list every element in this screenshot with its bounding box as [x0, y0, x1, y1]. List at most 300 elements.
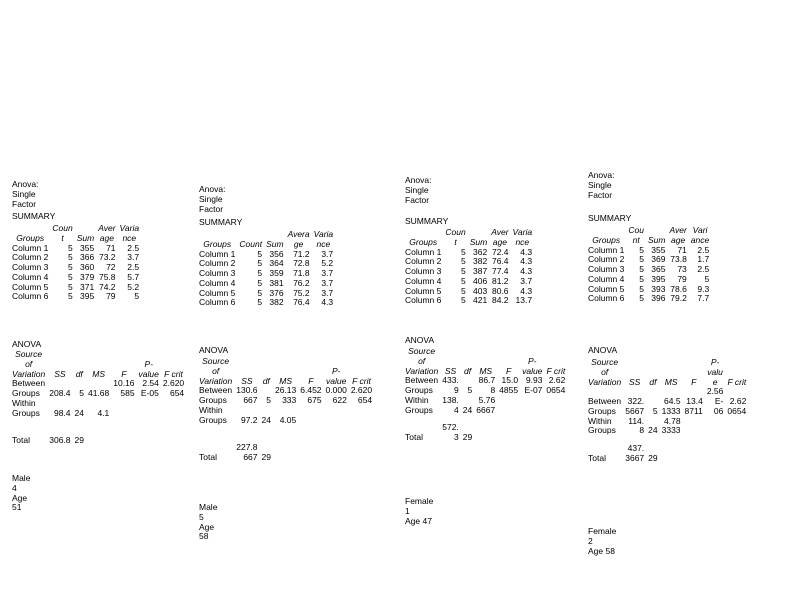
cell [544, 415, 567, 423]
cell [660, 444, 683, 464]
cell: 306.8 [49, 435, 71, 446]
col-header: Avera ge [287, 229, 310, 249]
cell [725, 436, 748, 444]
cell: 5 [67, 291, 73, 302]
cell: 371 [80, 281, 95, 292]
anova-table [10, 350, 186, 446]
cell: 5 [460, 266, 466, 277]
cell: Column 2 [12, 252, 49, 263]
cell [725, 444, 748, 464]
col-header: Groups [409, 236, 438, 247]
col-header: Sum [647, 234, 666, 245]
col-header: P- value [326, 365, 347, 386]
cell: Within Groups [405, 394, 433, 415]
cell: 130.6 667 [236, 385, 258, 406]
col-header: Varia nce [512, 227, 533, 247]
anova-header-row [197, 357, 374, 386]
summary-header-row [586, 226, 711, 246]
table-row [197, 425, 374, 443]
anova-label: ANOVA [405, 335, 435, 345]
anova-header-row [586, 358, 748, 387]
col-header: Coun t [52, 223, 73, 243]
cell: 9.3 [697, 283, 710, 294]
cell [474, 423, 497, 443]
cell [544, 396, 567, 416]
summary-label: SUMMARY [199, 217, 243, 227]
cell: 2.62 0654 [727, 396, 747, 416]
col-header: F crit [727, 376, 747, 387]
col-header: Groups [203, 238, 232, 249]
cell: Total [588, 452, 606, 463]
panel-title: Anova: Single Factor [405, 175, 432, 205]
cell: 2.5 [697, 244, 710, 255]
cell: 572. 3 [442, 422, 459, 443]
table-row [403, 423, 567, 443]
cell: Column 5 [405, 285, 442, 296]
cell [324, 425, 349, 443]
cell: 355 [651, 244, 666, 255]
cell [497, 423, 520, 443]
cell: 71.2 [293, 248, 310, 259]
cell [137, 436, 161, 446]
anova-table [403, 347, 567, 443]
cell: 29 [74, 435, 84, 446]
cell: 79.2 [670, 293, 687, 304]
col-header: SS [241, 375, 253, 386]
cell: 24 [74, 407, 84, 418]
cell: 79 [106, 291, 116, 302]
cell: 6.452 675 [300, 385, 322, 406]
panel-title: Anova: Single Factor [588, 170, 615, 200]
cell: 4.3 [520, 246, 533, 257]
cell: 1.7 [697, 254, 710, 265]
cell [474, 415, 497, 423]
cell: 5.2 [127, 281, 140, 292]
anova-table [586, 358, 748, 464]
cell: 5 [639, 264, 644, 275]
cell: 26.13 333 [274, 385, 297, 406]
summary-label: SUMMARY [12, 211, 56, 221]
cell: 5 [639, 273, 644, 284]
col-header: Aver age [98, 223, 116, 243]
cell: 5 [639, 244, 644, 255]
table-row [586, 294, 711, 304]
cell: Column 3 [199, 268, 236, 279]
summary-header-row [197, 230, 335, 250]
cell: 362 [473, 246, 488, 257]
col-header: F [691, 376, 697, 387]
cell: Column 6 [199, 297, 236, 308]
cell [111, 399, 136, 419]
cell: 24 [261, 414, 271, 425]
cell: 5 [460, 285, 466, 296]
table-row [586, 444, 748, 464]
cell: Total [405, 432, 423, 443]
cell: 5 [639, 283, 644, 294]
cell: 86.7 8 [478, 375, 496, 396]
col-header: Source of Variation [588, 357, 622, 387]
table-row [197, 298, 335, 308]
col-header: Sum [469, 236, 488, 247]
cell: 3.7 [321, 268, 334, 279]
cell [298, 443, 323, 463]
col-header: F [121, 368, 127, 379]
cell: Column 4 [588, 273, 625, 284]
cell: Total [199, 452, 217, 463]
panel-footer: Female 1 Age 47 [405, 496, 434, 526]
col-header: Cou nt [628, 225, 644, 245]
cell [349, 406, 374, 426]
cell: Column 1 [12, 242, 49, 253]
cell: 379 [80, 271, 95, 282]
cell: 76.2 [293, 277, 310, 288]
cell: 5 [257, 287, 263, 298]
cell [497, 396, 520, 416]
table-row [10, 399, 186, 419]
cell: 29 [462, 432, 473, 443]
cell: 4.3 [520, 256, 533, 267]
anova-label: ANOVA [588, 345, 618, 355]
summary-label: SUMMARY [405, 216, 449, 226]
cell: 80.6 [491, 285, 509, 296]
cell: 81.2 [491, 275, 509, 286]
cell: 208.4 [49, 388, 71, 399]
cell: 437. 3667 [625, 443, 645, 463]
cell: 2.5 [127, 242, 140, 253]
cell: Column 5 [588, 283, 625, 294]
col-header: Groups [592, 234, 621, 245]
table-row [197, 406, 374, 426]
cell: 5 [639, 254, 644, 265]
cell: Column 3 [12, 262, 49, 273]
cell: 3.7 [520, 275, 533, 286]
col-header: SS [54, 368, 66, 379]
cell: 393 [651, 283, 666, 294]
cell: 355 [80, 242, 95, 253]
cell [273, 425, 298, 443]
col-header: Aver age [491, 227, 509, 247]
cell: Column 6 [588, 293, 625, 304]
cell [497, 415, 520, 423]
cell: 395 [651, 273, 666, 284]
table-row [403, 376, 567, 396]
cell [234, 425, 259, 443]
col-header: Groups [16, 232, 45, 243]
cell [260, 425, 273, 443]
cell: Column 1 [199, 248, 236, 259]
cell [86, 418, 111, 436]
cell: 395 [80, 291, 95, 302]
cell [705, 444, 726, 464]
col-header: SS [444, 365, 457, 376]
cell: 4.78 3333 [661, 415, 681, 436]
col-header: Vari ance [690, 225, 710, 245]
cell [324, 406, 349, 426]
cell: 2.620 654 [350, 385, 373, 406]
cell: 5 [460, 256, 466, 267]
cell: 5 [79, 388, 84, 399]
col-header: Varia nce [313, 229, 334, 249]
cell: 322. 5667 [625, 396, 645, 416]
col-header: SS [629, 376, 641, 387]
col-header: F [308, 375, 314, 386]
cell: Column 2 [588, 254, 625, 265]
col-header: df [262, 375, 270, 386]
cell [349, 443, 374, 463]
col-header: Coun t [445, 227, 466, 247]
table-row [197, 386, 374, 406]
cell: 406 [473, 275, 488, 286]
col-header: P- valu e [707, 357, 723, 387]
cell: Column 5 [199, 287, 236, 298]
anova-label: ANOVA [199, 345, 229, 355]
cell: 71 [677, 244, 687, 255]
cell: 2.5 [127, 262, 140, 273]
cell [660, 436, 683, 444]
cell: 29 [648, 452, 658, 463]
cell [197, 425, 234, 443]
cell [683, 444, 705, 464]
cell: 4.05 [279, 414, 297, 425]
cell [73, 418, 86, 436]
cell [10, 418, 47, 436]
cell: 97.2 [240, 414, 258, 425]
cell [298, 425, 323, 443]
panel-title: Anova: Single Factor [12, 179, 39, 209]
cell: 5 [460, 275, 466, 286]
summary-table [586, 226, 711, 304]
cell: 4.3 [520, 266, 533, 277]
cell: Within Groups [12, 397, 40, 418]
cell: 5.7 [127, 271, 140, 282]
cell: 5 [67, 242, 73, 253]
cell: 75.8 [98, 271, 116, 282]
col-header: MS [664, 376, 678, 387]
cell: 24 [462, 404, 473, 415]
col-header: F [506, 365, 512, 376]
col-header: Source of Variation [12, 349, 46, 379]
cell: 64.5 1333 [661, 396, 681, 416]
cell: 76.4 [491, 256, 509, 267]
cell [324, 443, 349, 463]
col-header: Sum [76, 232, 95, 243]
summary-label: SUMMARY [588, 213, 632, 223]
table-row [586, 417, 748, 437]
cell: Column 6 [405, 295, 442, 306]
cell: 4.1 [97, 407, 110, 418]
cell: Column 4 [199, 277, 236, 288]
table-row [403, 396, 567, 416]
cell: 114. 8 [628, 415, 645, 436]
cell: 77.4 [491, 266, 509, 277]
cell: 76.4 [293, 297, 310, 308]
cell: 5 [257, 248, 263, 259]
col-header: Varia nce [119, 223, 140, 243]
cell: 382 [269, 297, 284, 308]
cell: 4.3 [321, 297, 334, 308]
cell: 9.93 E-07 [524, 375, 543, 396]
cell: 360 [80, 262, 95, 273]
panel-footer: Male 5 Age 58 [199, 502, 218, 542]
cell [403, 415, 440, 423]
col-header: F crit [352, 375, 371, 386]
col-header: P- value [138, 358, 159, 379]
cell: 7.7 [697, 293, 710, 304]
cell [646, 436, 659, 444]
cell: Column 1 [588, 244, 625, 255]
cell: 73.8 [670, 254, 687, 265]
cell: 382 [473, 256, 488, 267]
cell: 5 [467, 385, 473, 396]
cell: 366 [80, 252, 95, 263]
cell: 364 [269, 258, 284, 269]
cell: 421 [473, 295, 488, 306]
cell: 3.7 [321, 248, 334, 259]
cell: 359 [269, 268, 284, 279]
col-header: MS [479, 365, 493, 376]
cell [544, 423, 567, 443]
cell: Within Groups [588, 415, 616, 436]
cell: 5 [257, 277, 263, 288]
cell: 98.4 [53, 407, 71, 418]
cell: 381 [269, 277, 284, 288]
cell: 24 [648, 425, 658, 436]
cell: 10.16 585 [113, 378, 135, 399]
cell: 79 [677, 273, 687, 284]
cell [520, 396, 544, 416]
cell: 2.5 [697, 264, 710, 275]
cell: 369 [651, 254, 666, 265]
cell [86, 436, 111, 446]
summary-table [403, 228, 534, 306]
cell [161, 418, 186, 436]
cell: Between Groups [199, 385, 233, 406]
anova-header-row [10, 350, 186, 379]
cell: 2.56 E-06 [706, 386, 724, 416]
cell: 5 [67, 281, 73, 292]
summary-header-row [10, 224, 141, 244]
cell: 15.0 4855 [499, 375, 519, 396]
cell: Total [12, 435, 30, 446]
cell [47, 418, 72, 436]
col-header: P- value [522, 355, 543, 376]
cell: 3.7 [127, 252, 140, 263]
cell: 72 [106, 262, 116, 273]
cell: 71 [106, 242, 116, 253]
cell: 13.4 8711 [684, 396, 703, 416]
table-row [10, 418, 186, 436]
cell: Within Groups [199, 404, 227, 425]
cell: 5 [134, 291, 140, 302]
col-header: Sum [266, 238, 284, 249]
cell: 5 [257, 297, 263, 308]
col-header: Source of Variation [199, 356, 233, 386]
cell [349, 425, 374, 443]
table-row [10, 436, 186, 446]
cell [520, 423, 544, 443]
cell [705, 436, 726, 444]
cell: 72.8 [293, 258, 310, 269]
cell: 365 [651, 264, 666, 275]
col-header: Aver age [669, 225, 687, 245]
cell: Column 1 [405, 246, 442, 257]
cell [461, 415, 474, 423]
cell: 5 [704, 273, 710, 284]
cell: 73.2 [98, 252, 116, 263]
cell: 75.2 [293, 287, 310, 298]
cell: 5 [652, 405, 658, 416]
anova-label: ANOVA [12, 339, 42, 349]
cell: Column 4 [405, 275, 442, 286]
cell: 13.7 [515, 295, 533, 306]
cell: 3.7 [321, 277, 334, 288]
cell: 2.620 654 [162, 378, 185, 399]
cell: 29 [261, 452, 271, 463]
cell: 387 [473, 266, 488, 277]
table-row [586, 387, 748, 416]
table-row [10, 292, 141, 302]
panel-footer: Female 2 Age 58 [588, 526, 617, 556]
cell: 396 [651, 293, 666, 304]
cell: Between Groups [405, 375, 439, 396]
cell: 5.2 [321, 258, 334, 269]
cell: 356 [269, 248, 284, 259]
cell: 5 [639, 293, 644, 304]
cell: 74.2 [98, 281, 116, 292]
cell: 4.3 [520, 285, 533, 296]
cell: 84.2 [491, 295, 509, 306]
col-header: df [463, 365, 472, 376]
cell: 5.76 6667 [476, 394, 496, 415]
cell: Column 5 [12, 281, 49, 292]
cell: 41.68 [87, 388, 110, 399]
cell: 2.62 0654 [546, 375, 566, 396]
cell: 5 [460, 246, 466, 257]
cell: Column 2 [199, 258, 236, 269]
cell: Column 3 [588, 264, 625, 275]
cell: Between Groups [588, 396, 622, 416]
summary-table [197, 230, 335, 308]
col-header: F crit [546, 365, 566, 376]
cell: 5 [266, 395, 271, 406]
cell: 5 [67, 271, 73, 282]
table-row [403, 415, 567, 423]
cell [273, 443, 298, 463]
cell: 5 [67, 262, 73, 273]
cell: 138. 4 [442, 394, 459, 415]
cell [683, 436, 705, 444]
anova-table [197, 357, 374, 463]
cell: 403 [473, 285, 488, 296]
col-header: Count [239, 238, 263, 249]
cell: 2.54 E-05 [140, 378, 159, 399]
cell [586, 436, 623, 444]
cell: 5 [257, 258, 263, 269]
cell: 5 [460, 295, 466, 306]
col-header: F crit [164, 368, 183, 379]
col-header: df [75, 368, 83, 379]
cell [137, 418, 161, 436]
cell: 376 [269, 287, 284, 298]
table-row [586, 436, 748, 444]
cell: 73 [677, 264, 687, 275]
table-row [197, 443, 374, 463]
col-header: df [649, 376, 657, 387]
summary-header-row [403, 228, 534, 248]
summary-table [10, 224, 141, 302]
cell [111, 418, 136, 436]
cell: Between Groups [12, 378, 46, 399]
